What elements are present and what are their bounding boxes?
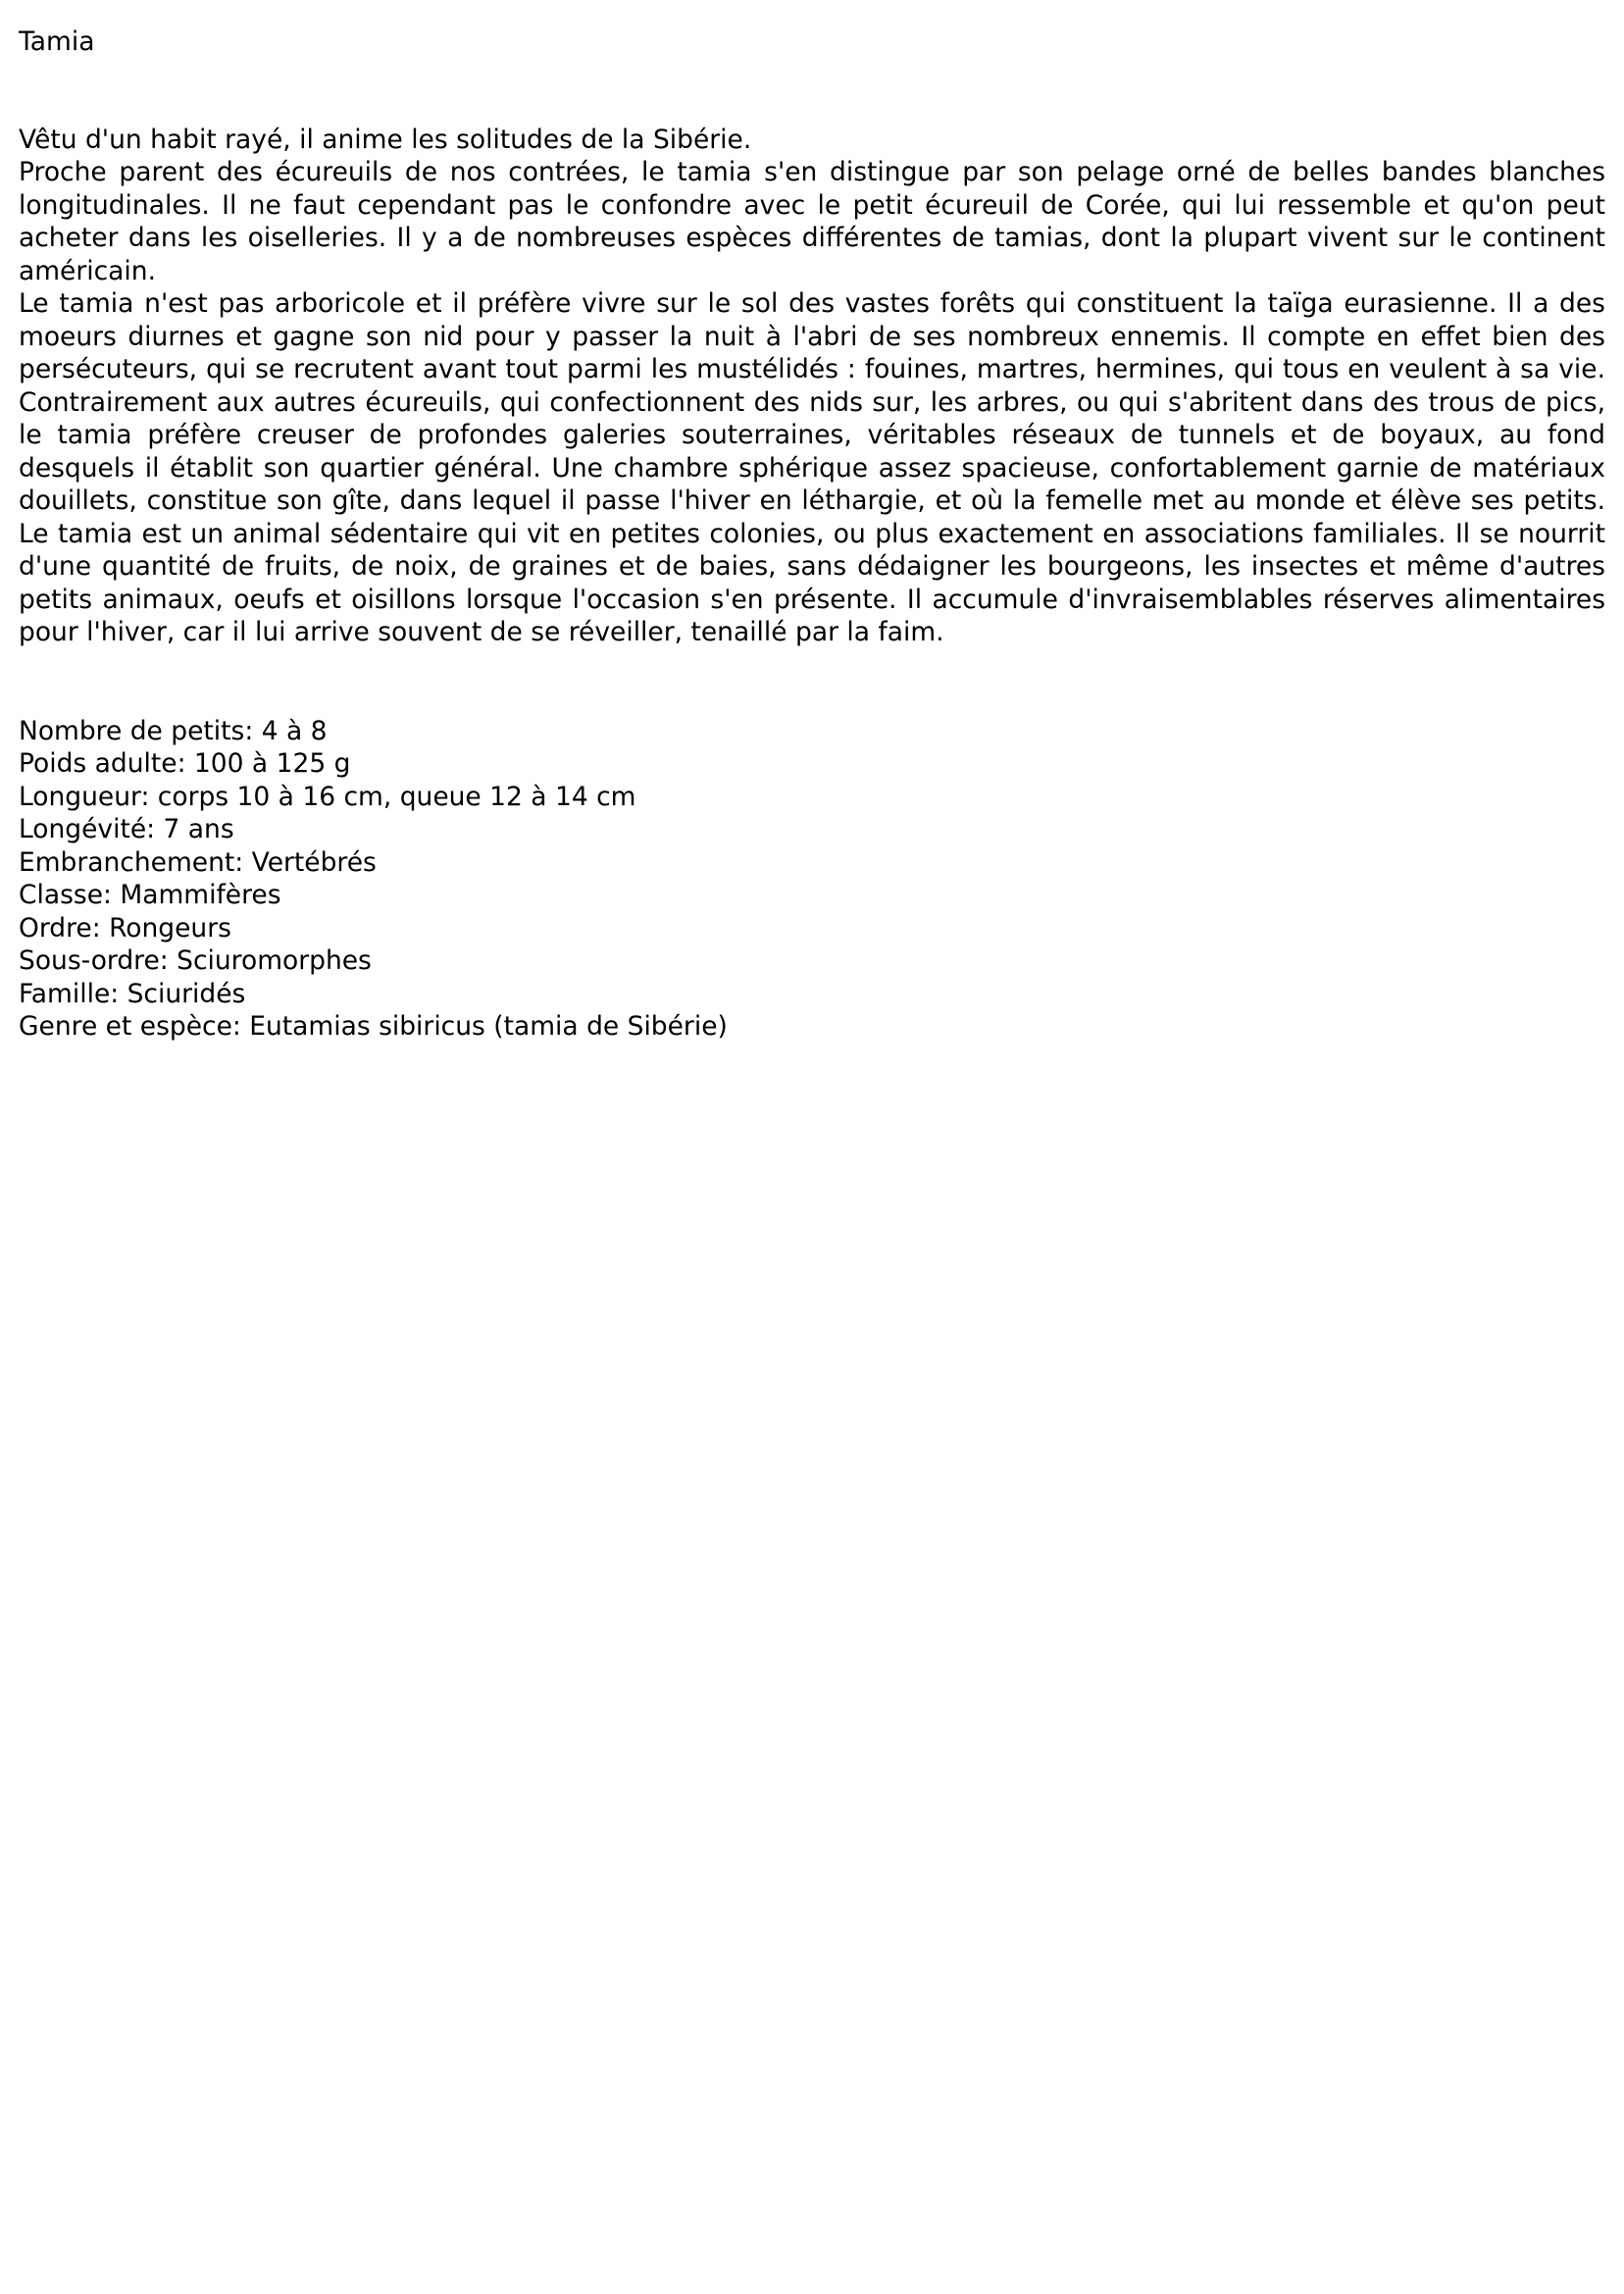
fact-litter-size: Nombre de petits: 4 à 8	[19, 715, 328, 746]
fact-order: Ordre: Rongeurs	[19, 912, 231, 943]
fact-length: Longueur: corps 10 à 16 cm, queue 12 à 14 cm	[19, 781, 636, 812]
paragraph-description: Proche parent des écureuils de nos contrées, le tamia s'en distingue par son pelage orné de belles bandes blanches longitudinales. Il ne faut cependant pas le confondre avec le petit écureuil de Corée, qui lui ressemble et qu'on peut acheter dans les oiselleries. Il y a de nombreuses espèces différentes de tamias, dont la plupart vivent sur le continent américain.	[19, 157, 1605, 286]
fact-genus-species: Genre et espèce: Eutamias sibiricus (tamia de Sibérie)	[19, 1011, 728, 1042]
facts-list	[19, 715, 1605, 1044]
document-page	[19, 25, 1605, 1044]
fact-family: Famille: Sciuridés	[19, 978, 246, 1009]
fact-adult-weight: Poids adulte: 100 à 125 g	[19, 748, 351, 779]
fact-suborder: Sous-ordre: Sciuromorphes	[19, 945, 372, 976]
fact-longevity: Longévité: 7 ans	[19, 814, 234, 844]
fact-class: Classe: Mammifères	[19, 880, 281, 910]
intro-line: Vêtu d'un habit rayé, il anime les solitudes de la Sibérie.	[19, 124, 752, 155]
document-title: Tamia	[19, 26, 95, 57]
fact-phylum: Embranchement: Vertébrés	[19, 846, 377, 878]
paragraph-habitat: Le tamia n'est pas arboricole et il préfère vivre sur le sol des vastes forêts qui constituent la taïga eurasienne. Il a des moeurs diurnes et gagne son nid pour y passer la nuit à l'abri de ses nombreux ennemis. Il compte en effet bien des persécuteurs, qui se recrutent avant tout parmi les mustélidés : fouines, martres, hermines, qui tous en veulent à sa vie. Contrairement aux autres écureuils, qui confectionnent des nids sur, les arbres, ou qui s'abritent dans des trous de pics, le tamia préfère creuser de profondes galeries souterraines, véritables réseaux de tunnels et de boyaux, au fond desquels il établit son quartier général. Une chambre sphérique assez spacieuse, confortablement garnie de matériaux douillets, constitue son gîte, dans lequel il passe l'hiver en léthargie, et où la femelle met au monde et élève ses petits. Le tamia est un animal sédentaire qui vit en petites colonies, ou plus exactement en associations familiales. Il se nourrit d'une quantité de fruits, de noix, de graines et de baies, sans dédaigner les bourgeons, les insectes et même d'autres petits animaux, oeufs et oisillons lorsque l'occasion s'en présente. Il accumule d'invraisemblables réserves alimentaires pour l'hiver, car il lui arrive souvent de se réveiller, tenaillé par la faim.	[19, 288, 1605, 647]
